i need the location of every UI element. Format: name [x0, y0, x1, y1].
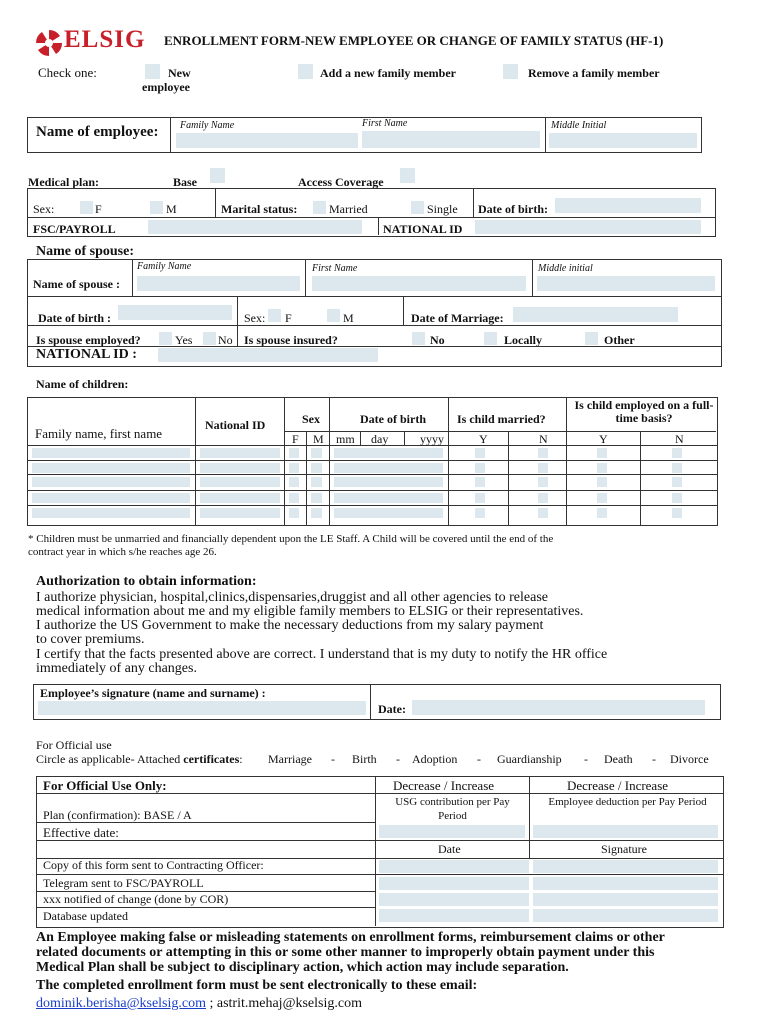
- child-employed-n-checkbox-5[interactable]: [672, 508, 682, 518]
- decrease-increase-1: Decrease / Increase: [393, 778, 495, 793]
- col-day: day: [371, 432, 389, 446]
- xxx-notified-field[interactable]: [379, 893, 529, 906]
- child-national-id-field-1[interactable]: [200, 448, 280, 458]
- child-married-y-checkbox-2[interactable]: [475, 463, 485, 473]
- cert-guardianship[interactable]: Guardianship: [497, 752, 562, 766]
- child-national-id-field-2[interactable]: [200, 463, 280, 473]
- col-sex-f: F: [292, 432, 299, 446]
- employee-dob-field[interactable]: [555, 198, 701, 213]
- child-national-id-field-4[interactable]: [200, 493, 280, 503]
- signature-date-field[interactable]: [412, 700, 705, 715]
- children-heading: Name of children:: [36, 377, 129, 391]
- auth-line6: immediately of any changes.: [36, 661, 197, 676]
- add-family-label: Add a new family member: [320, 66, 456, 80]
- official-use-only-title: For Official Use Only:: [43, 778, 167, 793]
- child-dob-field-1[interactable]: [334, 448, 443, 458]
- child-employed-n-checkbox-1[interactable]: [672, 448, 682, 458]
- remove-family-label: Remove a family member: [528, 66, 660, 80]
- database-updated-field[interactable]: [379, 909, 529, 922]
- child-married-y-checkbox-1[interactable]: [475, 448, 485, 458]
- cert-dash-2: -: [396, 752, 400, 766]
- spouse-sex-m-checkbox[interactable]: [327, 309, 340, 322]
- child-sex-f-checkbox-1[interactable]: [289, 448, 299, 458]
- child-married-y-checkbox-3[interactable]: [475, 477, 485, 487]
- child-sex-f-checkbox-2[interactable]: [289, 463, 299, 473]
- spouse-middle-initial-caption: Middle initial: [538, 263, 593, 274]
- authorization-title: Authorization to obtain information:: [36, 574, 257, 589]
- spouse-insured-locally-label: Locally: [504, 333, 542, 347]
- email-link-1[interactable]: dominik.berisha@kselsig.com: [36, 996, 206, 1011]
- spouse-family-name-field[interactable]: [137, 276, 300, 291]
- sex-label: Sex:: [33, 202, 55, 216]
- child-dob-field-5[interactable]: [334, 508, 443, 518]
- child-dob-field-2[interactable]: [334, 463, 443, 473]
- cert-dash-5: -: [652, 752, 656, 766]
- child-sex-f-checkbox-4[interactable]: [289, 493, 299, 503]
- spouse-employed-no-label: No: [218, 333, 233, 347]
- single-label: Single: [427, 202, 458, 216]
- auth-line5: I certify that the facts presented above are correct. I understand that is my duty to notify the HR office: [36, 647, 608, 662]
- date-of-marriage-label: Date of Marriage:: [411, 311, 504, 325]
- child-sex-m-checkbox-5[interactable]: [311, 508, 322, 518]
- spouse-sex-m-label: M: [343, 311, 354, 325]
- spouse-sex-f-checkbox[interactable]: [268, 309, 281, 322]
- spouse-employed-no-checkbox[interactable]: [203, 332, 216, 345]
- employee-signature-field[interactable]: [38, 701, 366, 715]
- database-updated-label: Database updated: [43, 909, 128, 923]
- employee-name-label: Name of employee:: [36, 124, 159, 140]
- spouse-sex-f-label: F: [285, 311, 292, 325]
- middle-initial-caption: Middle Initial: [551, 120, 607, 131]
- spouse-dob-label: Date of birth :: [38, 311, 111, 325]
- employee-deduction-field[interactable]: [533, 825, 718, 838]
- child-married-n-checkbox-2[interactable]: [538, 463, 548, 473]
- warning-line2: related documents or attempting in this or some other manner to improperly obtain payment under this: [36, 945, 655, 960]
- child-employed-y-checkbox-5[interactable]: [597, 508, 607, 518]
- signature-date-label: Date:: [378, 702, 406, 716]
- single-checkbox[interactable]: [411, 201, 424, 214]
- elsig-logo-icon: [34, 28, 64, 58]
- family-name-caption: Family Name: [180, 120, 235, 131]
- remove-family-checkbox[interactable]: [503, 64, 518, 79]
- cert-birth[interactable]: Birth: [352, 752, 377, 766]
- email-2[interactable]: astrit.mehaj@kselsig.com: [216, 996, 362, 1011]
- spouse-national-id-field[interactable]: [158, 348, 378, 362]
- employee-middle-initial-field[interactable]: [549, 133, 697, 148]
- cert-death[interactable]: Death: [604, 752, 633, 766]
- usg-contribution-field[interactable]: [379, 825, 525, 838]
- employee-family-name-field[interactable]: [176, 133, 358, 148]
- usg-contribution-label: USG contribution per Pay Period: [395, 796, 510, 822]
- col-married-n: N: [539, 432, 548, 446]
- child-married-n-checkbox-3[interactable]: [538, 477, 548, 487]
- telegram-sign-field[interactable]: [533, 877, 718, 890]
- col-employed-y: Y: [599, 432, 608, 446]
- col-sex: Sex: [302, 412, 320, 426]
- child-dob-field-3[interactable]: [334, 477, 443, 487]
- auth-line3: I authorize the US Government to make the necessary deductions from my salary payment: [36, 618, 544, 633]
- child-employed-y-checkbox-1[interactable]: [597, 448, 607, 458]
- col-child-married: Is child married?: [457, 412, 546, 426]
- child-name-field-5[interactable]: [32, 508, 190, 518]
- decrease-increase-2: Decrease / Increase: [567, 778, 669, 793]
- xxx-notified-label: xxx notified of change (done by COR): [43, 892, 229, 906]
- base-label: Base: [173, 175, 197, 189]
- spouse-insured-label: Is spouse insured?: [244, 333, 338, 347]
- spouse-family-name-caption: Family Name: [137, 261, 192, 272]
- child-employed-y-checkbox-3[interactable]: [597, 477, 607, 487]
- spouse-name-label: Name of spouse :: [33, 277, 120, 291]
- first-name-caption: First Name: [362, 118, 408, 129]
- copy-to-co-field[interactable]: [379, 860, 529, 873]
- cert-divorce[interactable]: Divorce: [670, 752, 709, 766]
- child-name-field-2[interactable]: [32, 463, 190, 473]
- employee-deduction-label: Employee deduction per Pay Period: [548, 796, 707, 808]
- spouse-dob-field[interactable]: [118, 305, 232, 320]
- auth-line4: to cover premiums.: [36, 632, 145, 647]
- for-official-use-label: For Official use: [36, 738, 112, 752]
- auth-line2: medical information about me and my eligible family members to ELSIG or their representatives.: [36, 604, 584, 619]
- col-child-employed: Is child employed on a full-time basis?: [574, 398, 714, 425]
- child-national-id-field-5[interactable]: [200, 508, 280, 518]
- base-checkbox[interactable]: [210, 168, 225, 183]
- child-name-field-3[interactable]: [32, 477, 190, 487]
- warning-line3: Medical Plan shall be subject to disciplinary action, which action may include separation.: [36, 960, 569, 975]
- spouse-employed-label: Is spouse employed?: [36, 333, 141, 347]
- child-employed-n-checkbox-3[interactable]: [672, 477, 682, 487]
- new-employee-label-2: employee: [142, 80, 190, 94]
- fsc-payroll-field[interactable]: [148, 220, 362, 234]
- child-national-id-field-3[interactable]: [200, 477, 280, 487]
- col-family-name: Family name, first name: [35, 426, 163, 441]
- employee-first-name-field[interactable]: [362, 131, 540, 148]
- employee-national-id-field[interactable]: [475, 220, 701, 234]
- cert-dash-3: -: [477, 752, 481, 766]
- add-family-checkbox[interactable]: [298, 64, 313, 79]
- circle-applicable-text: Circle as applicable- Attached certificates:: [36, 752, 243, 766]
- telegram-field[interactable]: [379, 877, 529, 890]
- child-sex-m-checkbox-1[interactable]: [311, 448, 322, 458]
- sex-m-label: M: [166, 202, 177, 216]
- col-national-id: National ID: [205, 418, 266, 432]
- child-name-field-4[interactable]: [32, 493, 190, 503]
- cert-dash-1: -: [331, 752, 335, 766]
- child-married-n-checkbox-1[interactable]: [538, 448, 548, 458]
- official-signature-label: Signature: [601, 842, 647, 856]
- children-note-line2: contract year in which s/he reaches age 26.: [28, 546, 217, 558]
- spouse-middle-initial-field[interactable]: [537, 276, 715, 291]
- child-employed-n-checkbox-4[interactable]: [672, 493, 682, 503]
- spouse-insured-locally-checkbox[interactable]: [484, 332, 497, 345]
- email-line: dominik.berisha@kselsig.com ; astrit.mehaj@kselsig.com: [36, 996, 362, 1011]
- cert-marriage[interactable]: Marriage: [268, 752, 312, 766]
- form-title: ENROLLMENT FORM-NEW EMPLOYEE OR CHANGE OF FAMILY STATUS (HF-1): [164, 33, 664, 48]
- child-sex-f-checkbox-5[interactable]: [289, 508, 299, 518]
- spouse-first-name-caption: First Name: [312, 263, 358, 274]
- sent-instruction: The completed enrollment form must be sent electronically to these email:: [36, 978, 478, 993]
- spouse-insured-other-label: Other: [604, 333, 635, 347]
- employee-signature-label: Employee’s signature (name and surname) :: [40, 686, 266, 700]
- spouse-insured-other-checkbox[interactable]: [585, 332, 598, 345]
- spouse-heading: Name of spouse:: [36, 244, 134, 259]
- child-married-y-checkbox-5[interactable]: [475, 508, 485, 518]
- col-mm: mm: [336, 432, 355, 446]
- database-updated-sign-field[interactable]: [533, 909, 718, 922]
- child-employed-y-checkbox-4[interactable]: [597, 493, 607, 503]
- child-employed-y-checkbox-2[interactable]: [597, 463, 607, 473]
- check-one-label: Check one:: [38, 65, 97, 80]
- spouse-national-id-label: NATIONAL ID :: [36, 347, 137, 362]
- spouse-sex-label: Sex:: [244, 311, 266, 325]
- col-married-y: Y: [479, 432, 488, 446]
- cert-dash-4: -: [584, 752, 588, 766]
- plan-confirmation-label: Plan (confirmation): BASE / A: [43, 808, 192, 822]
- logo-text: ELSIG: [64, 26, 146, 53]
- married-label: Married: [329, 202, 368, 216]
- married-checkbox[interactable]: [313, 201, 326, 214]
- child-dob-field-4[interactable]: [334, 493, 443, 503]
- access-coverage-checkbox[interactable]: [400, 168, 415, 183]
- date-of-marriage-field[interactable]: [513, 307, 678, 322]
- official-date-label: Date: [438, 842, 461, 856]
- spouse-employed-yes-label: Yes: [175, 333, 193, 347]
- date-of-birth-label: Date of birth:: [478, 202, 548, 216]
- child-married-y-checkbox-4[interactable]: [475, 493, 485, 503]
- marital-status-label: Marital status:: [221, 202, 298, 216]
- spouse-insured-no-checkbox[interactable]: [412, 332, 425, 345]
- child-sex-m-checkbox-4[interactable]: [311, 493, 322, 503]
- child-married-n-checkbox-4[interactable]: [538, 493, 548, 503]
- spouse-employed-yes-checkbox[interactable]: [159, 332, 172, 345]
- spouse-insured-no-label: No: [430, 333, 445, 347]
- xxx-notified-sign-field[interactable]: [533, 893, 718, 906]
- col-sex-m: M: [313, 432, 324, 446]
- new-employee-checkbox[interactable]: [145, 64, 160, 79]
- auth-line1: I authorize physician, hospital,clinics,dispensaries,druggist and all other agencies to release: [36, 590, 549, 605]
- child-sex-m-checkbox-2[interactable]: [311, 463, 322, 473]
- warning-line1: An Employee making false or misleading statements on enrollment forms, reimbursement claims or other: [36, 930, 665, 945]
- copy-to-co-label: Copy of this form sent to Contracting Officer:: [43, 858, 264, 872]
- cert-adoption[interactable]: Adoption: [412, 752, 458, 766]
- national-id-label: NATIONAL ID: [383, 222, 463, 236]
- child-married-n-checkbox-5[interactable]: [538, 508, 548, 518]
- child-sex-m-checkbox-3[interactable]: [311, 477, 322, 487]
- child-sex-f-checkbox-3[interactable]: [289, 477, 299, 487]
- telegram-label: Telegram sent to FSC/PAYROLL: [43, 876, 204, 890]
- sex-f-checkbox[interactable]: [80, 201, 93, 214]
- col-date-of-birth: Date of birth: [360, 412, 426, 426]
- effective-date-label: Effective date:: [43, 825, 119, 840]
- spouse-first-name-field[interactable]: [312, 276, 526, 291]
- copy-to-co-sign-field[interactable]: [533, 860, 718, 873]
- medical-plan-label: Medical plan:: [28, 175, 99, 189]
- access-coverage-label: Access Coverage: [298, 175, 384, 189]
- col-employed-n: N: [675, 432, 684, 446]
- children-note-line1: * Children must be unmarried and financially dependent upon the LE Staff. A Child will be covered until the end of the: [28, 533, 554, 545]
- child-employed-n-checkbox-2[interactable]: [672, 463, 682, 473]
- col-yyyy: yyyy: [420, 432, 444, 446]
- sex-f-label: F: [95, 202, 102, 216]
- new-employee-label: New: [168, 66, 191, 80]
- sex-m-checkbox[interactable]: [150, 201, 163, 214]
- fsc-payroll-label: FSC/PAYROLL: [33, 222, 116, 236]
- child-name-field-1[interactable]: [32, 448, 190, 458]
